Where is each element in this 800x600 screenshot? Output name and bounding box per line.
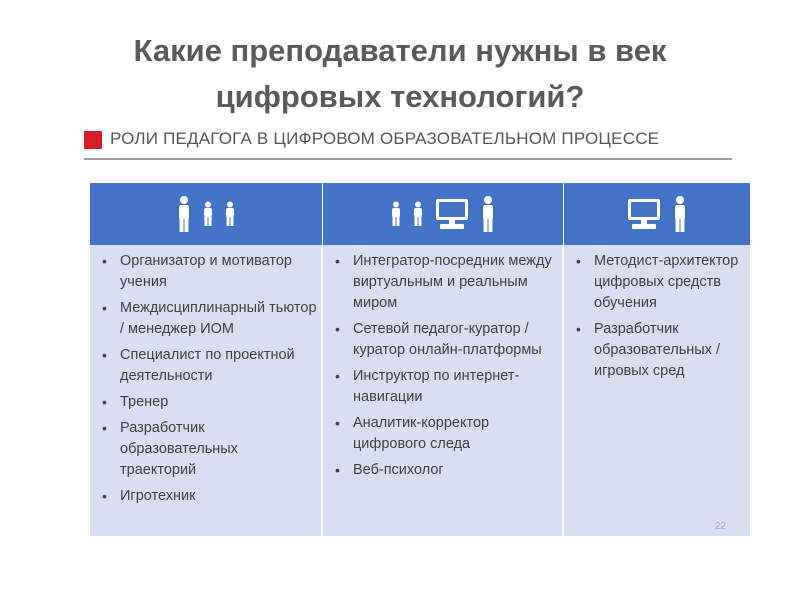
section-heading	[84, 128, 732, 160]
table-cell-col-1	[90, 245, 323, 536]
list-item-text: Тренер	[120, 394, 169, 410]
table-header-col-1	[90, 183, 323, 245]
list-item: • Разработчик образовательных траекторий	[102, 420, 238, 478]
table-body-row	[90, 245, 750, 536]
list-item-text: Междисциплинарный тьютор / менеджер ИОМ	[120, 300, 317, 337]
list-item-text: Разработчик образовательных / игровых сред	[594, 321, 720, 379]
list-item-text: Методист-архитектор цифровых средств обучения	[594, 253, 739, 311]
list-item: • Аналитик-корректор цифрового следа	[335, 415, 490, 452]
list-item: • Междисциплинарный тьютор / менеджер ИОМ	[102, 300, 317, 337]
list-item-text: Веб-психолог	[353, 462, 444, 478]
list-item-text: Интегратор-посредник между виртуальным и реальным миром	[353, 253, 552, 311]
list-item: • Инструктор по интернет-навигации	[335, 368, 520, 405]
list-item: • Специалист по проектной деятельности	[102, 347, 295, 384]
list-item: • Сетевой педагог-куратор / куратор онлайн-платформы	[335, 321, 542, 358]
slide-title: Какие преподаватели нужны в век цифровых технологий?	[133, 33, 667, 114]
computer-icon	[434, 198, 470, 230]
list-item-text: Сетевой педагог-куратор / куратор онлайн-платформы	[353, 321, 542, 358]
list-item: • Веб-психолог	[335, 462, 444, 478]
page-number: 22	[714, 521, 726, 532]
person-icon	[672, 195, 688, 233]
list-item-text: Аналитик-корректор цифрового следа	[353, 415, 490, 452]
section-marker	[84, 131, 102, 149]
person-icon	[390, 201, 402, 227]
section-heading-text: РОЛИ ПЕДАГОГА В ЦИФРОВОМ ОБРАЗОВАТЕЛЬНОМ ПРОЦЕССЕ	[110, 129, 660, 148]
role-list-3	[572, 251, 746, 382]
table-cell-col-2	[323, 245, 564, 536]
list-item: • Методист-архитектор цифровых средств обучения	[576, 253, 739, 311]
list-item-text: Организатор и мотиватор учения	[120, 253, 292, 290]
list-item: • Тренер	[102, 394, 169, 410]
list-item: • Разработчик образовательных / игровых сред	[576, 321, 720, 379]
person-icon	[412, 201, 424, 227]
role-list-2	[331, 251, 558, 481]
table-header-row	[90, 183, 750, 245]
table-header-col-2	[323, 183, 564, 245]
list-item-text: Разработчик образовательных траекторий	[120, 420, 238, 478]
list-item: • Интегратор-посредник между виртуальным и реальным миром	[335, 253, 552, 311]
person-icon	[224, 201, 236, 227]
list-item: • Организатор и мотиватор учения	[102, 253, 292, 290]
list-item-text: Игротехник	[120, 488, 196, 504]
roles-table	[90, 183, 750, 536]
list-item-text: Специалист по проектной деятельности	[120, 347, 295, 384]
computer-icon	[626, 198, 662, 230]
person-icon	[176, 195, 192, 233]
role-list-1	[98, 251, 317, 507]
table-cell-col-3	[564, 245, 750, 536]
person-icon	[480, 195, 496, 233]
table-header-col-3	[564, 183, 750, 245]
list-item: • Игротехник	[102, 488, 196, 504]
list-item-text: Инструктор по интернет-навигации	[353, 368, 520, 405]
person-icon	[202, 201, 214, 227]
